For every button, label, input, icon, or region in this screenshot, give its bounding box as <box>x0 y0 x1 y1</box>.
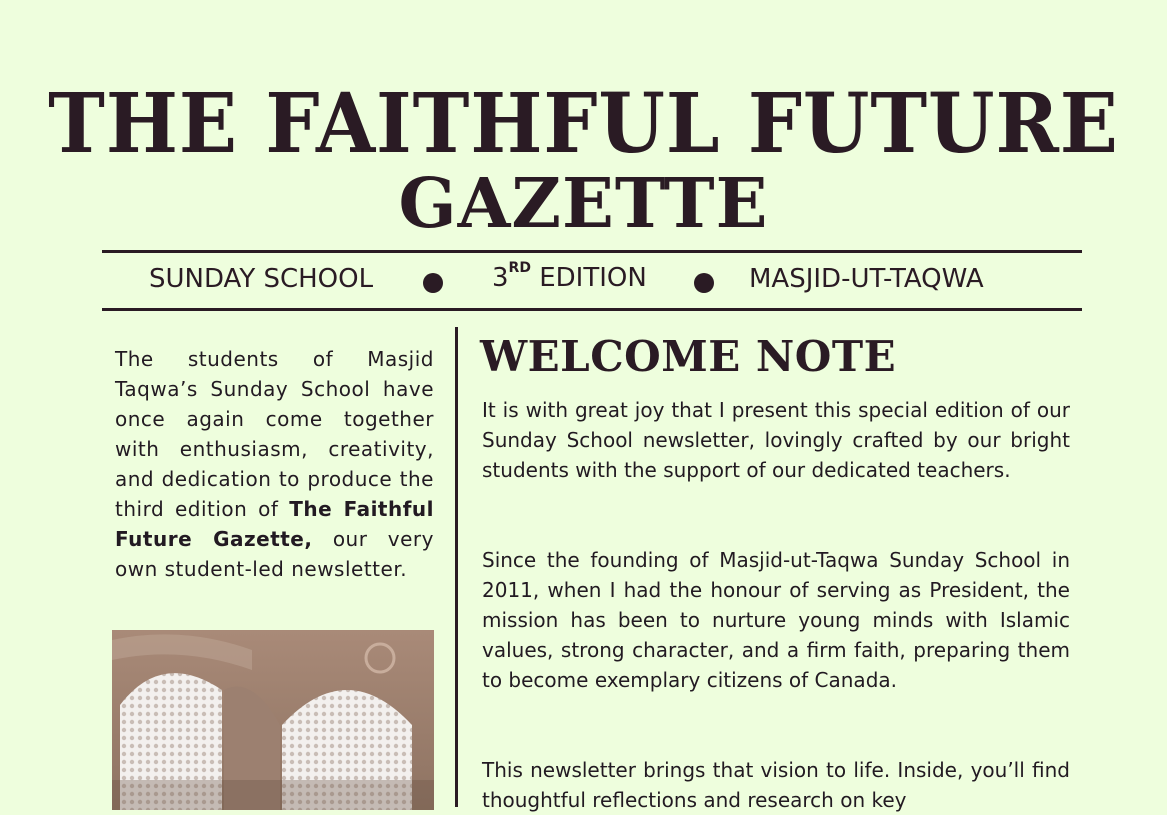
intro-text-start: The students of Masjid Taqwa’s Sunday School have once again come together with enthusiasm, creativity, and dedication to produce the third edition of <box>115 347 434 521</box>
edition-label <box>492 260 647 293</box>
welcome-note-heading: WELCOME NOTE <box>480 332 897 381</box>
edition-number: 3 <box>492 263 509 293</box>
masthead-title-line1: THE FAITHFUL FUTURE <box>48 76 1119 172</box>
masthead-title-line2: GAZETTE <box>398 164 769 244</box>
mosque-window-illustration <box>112 630 434 810</box>
edition-suffix: RD <box>508 260 531 277</box>
info-bar <box>102 250 1082 311</box>
intro-text-end: our very own student-led newsletter. <box>115 527 434 581</box>
mosque-window-photo <box>112 630 434 810</box>
separator-dot <box>694 273 714 293</box>
welcome-paragraph-1: It is with great joy that I present this special edition of our Sunday School newsletter, lovingly crafted by our bright students with the support of our dedicated teachers. <box>482 398 1070 482</box>
intro-newsletter-name: The Faithful Future Gazette, <box>115 497 435 551</box>
masjid-label: MASJID-UT-TAQWA <box>749 264 984 294</box>
column-divider <box>455 327 458 807</box>
intro-paragraph <box>115 344 434 584</box>
newsletter-masthead <box>0 76 1167 244</box>
welcome-paragraph-3: This newsletter brings that vision to life. Inside, you’ll find thoughtful reflections and research on key <box>482 758 1070 812</box>
separator-dot <box>423 273 443 293</box>
welcome-paragraph-2: Since the founding of Masjid-ut-Taqwa Sunday School in 2011, when I had the honour of serving as President, the mission has been to nurture young minds with Islamic values, strong character, and a firm faith, preparing them to become exemplary citizens of Canada. <box>482 548 1070 692</box>
school-label: SUNDAY SCHOOL <box>149 264 374 294</box>
edition-word: EDITION <box>539 263 647 293</box>
